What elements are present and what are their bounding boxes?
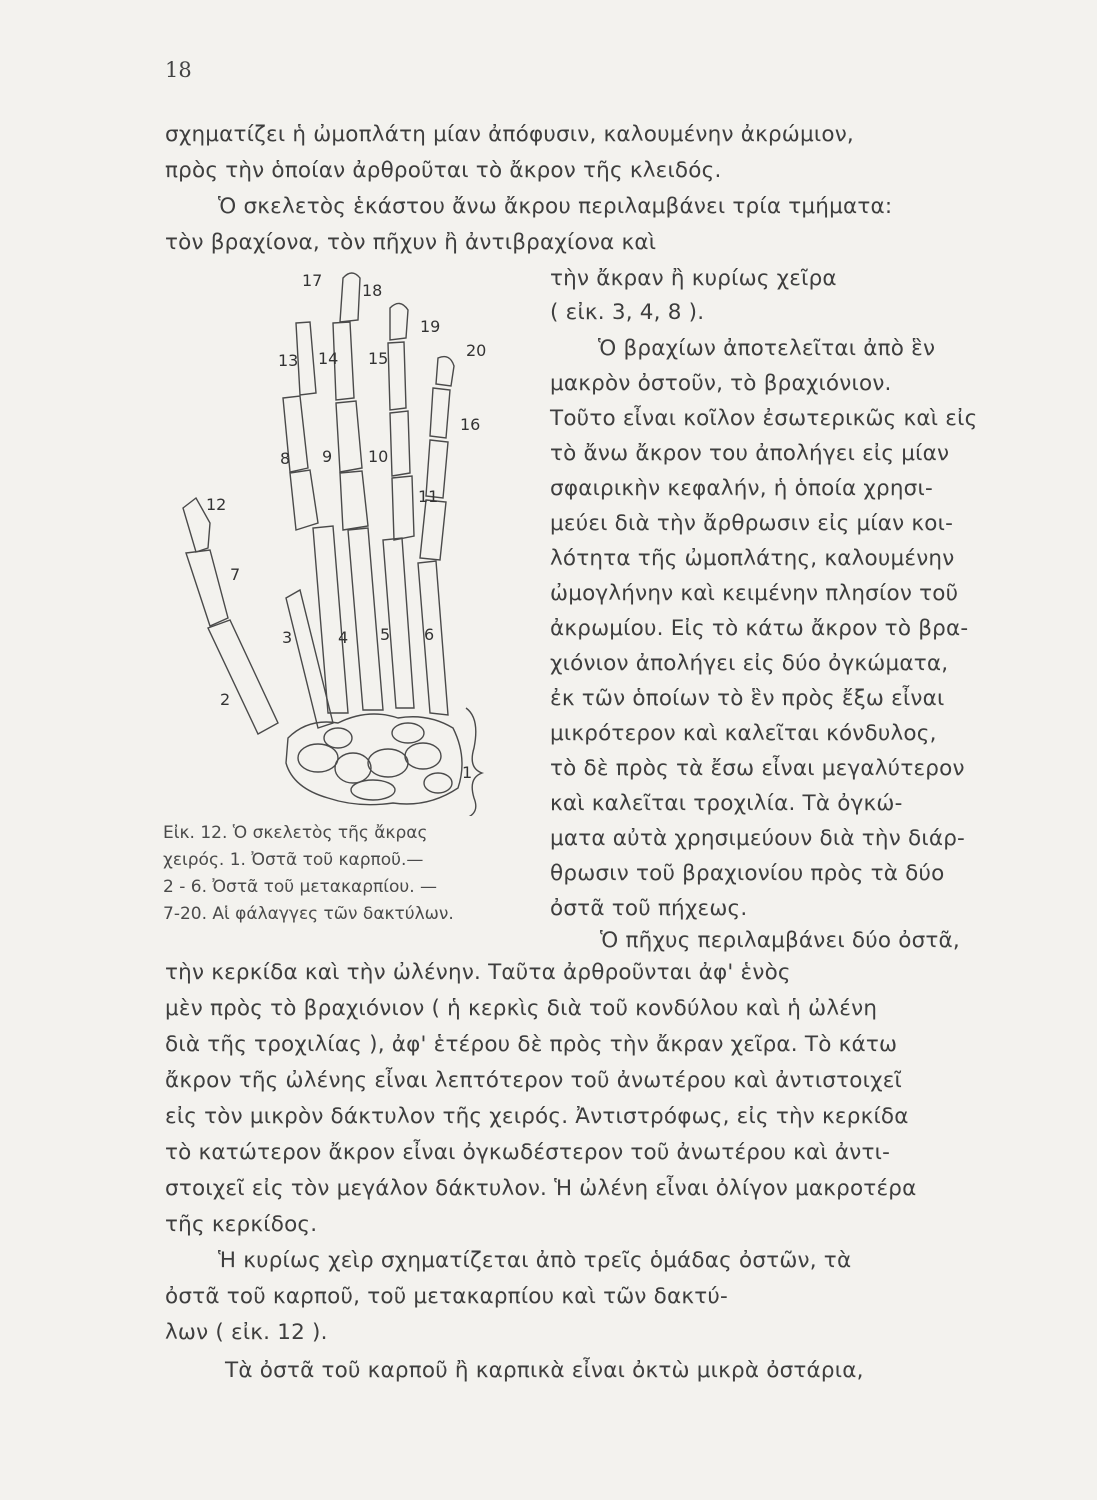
body-line: Ὁ σκελετὸς ἑκάστου ἄνω ἄκρου περιλαμβάνει τρία τμήματα:: [218, 194, 893, 219]
label-2: 2: [220, 690, 231, 709]
label-14: 14: [318, 349, 339, 368]
body-line: τὴν κερκίδα καὶ τὴν ὠλένην. Ταῦτα ἀρθροῦνται ἀφ' ἑνὸς: [165, 960, 791, 985]
body-line: Τοῦτο εἶναι κοῖλον ἐσωτερικῶς καὶ εἰς: [550, 406, 978, 431]
body-line: ὀστᾶ τοῦ καρποῦ, τοῦ μετακαρπίου καὶ τῶν δακτύ-: [165, 1284, 729, 1309]
body-line: ὠμογλήνην καὶ κειμένην πλησίον τοῦ: [550, 581, 959, 606]
body-line: λότητα τῆς ὠμοπλάτης, καλουμένην: [550, 546, 955, 571]
body-line: διὰ τῆς τροχιλίας ), ἀφ' ἑτέρου δὲ πρὸς τὴν ἄκραν χεῖρα. Τὸ κάτω: [165, 1032, 898, 1057]
body-line: σφαιρικὴν κεφαλήν, ἡ ὁποία χρησι-: [550, 476, 933, 501]
body-line: μακρὸν ὀστοῦν, τὸ βραχιόνιον.: [550, 371, 892, 396]
body-line: ἀκρωμίου. Εἰς τὸ κάτω ἄκρον τὸ βρα-: [550, 616, 969, 641]
label-12: 12: [206, 495, 227, 514]
label-11: 11: [418, 487, 439, 506]
label-20: 20: [466, 341, 487, 360]
label-1: 1: [462, 763, 473, 782]
label-8: 8: [280, 449, 291, 468]
label-15: 15: [368, 349, 389, 368]
body-line: Ὁ πῆχυς περιλαμβάνει δύο ὀστᾶ,: [600, 928, 960, 953]
body-line: τὴν ἄκραν ἢ κυρίως χεῖρα: [550, 266, 837, 291]
hand-skeleton-figure: [168, 268, 508, 816]
label-10: 10: [368, 447, 389, 466]
label-7: 7: [230, 565, 241, 584]
label-5: 5: [380, 625, 391, 644]
label-16: 16: [460, 415, 481, 434]
page-number: 18: [165, 58, 192, 82]
body-line: τὸ κατώτερον ἄκρον εἶναι ὀγκωδέστερον τοῦ ἀνωτέρου καὶ ἀντι-: [165, 1140, 891, 1165]
body-line: ἐκ τῶν ὁποίων τὸ ἓν πρὸς ἔξω εἶναι: [550, 686, 945, 711]
body-line: τὸ δὲ πρὸς τὰ ἔσω εἶναι μεγαλύτερον: [550, 756, 965, 781]
body-line: λων ( εἰκ. 12 ).: [165, 1320, 328, 1345]
label-3: 3: [282, 628, 293, 647]
body-line: πρὸς τὴν ὁποίαν ἀρθροῦται τὸ ἄκρον τῆς κλειδός.: [165, 158, 722, 183]
label-13: 13: [278, 351, 299, 370]
body-line: στοιχεῖ εἰς τὸν μεγάλον δάκτυλον. Ἡ ὠλένη εἶναι ὀλίγον μακροτέρα: [165, 1176, 917, 1201]
caption-line: 2 - 6. Ὀστᾶ τοῦ μετακαρπίου. —: [163, 877, 438, 897]
body-line: θρωσιν τοῦ βραχιονίου πρὸς τὰ δύο: [550, 861, 945, 886]
label-6: 6: [424, 625, 435, 644]
body-line: τὸν βραχίονα, τὸν πῆχυν ἢ ἀντιβραχίονα καὶ: [165, 230, 657, 255]
caption-line: χειρός. 1. Ὀστᾶ τοῦ καρποῦ.—: [163, 850, 424, 870]
body-line: χιόνιον ἀπολήγει εἰς δύο ὀγκώματα,: [550, 651, 949, 676]
body-line: τὸ ἄνω ἄκρον του ἀπολήγει εἰς μίαν: [550, 441, 950, 466]
body-line: ματα αὐτὰ χρησιμεύουν διὰ τὴν διάρ-: [550, 826, 965, 851]
body-line: τῆς κερκίδος.: [165, 1212, 318, 1237]
body-line: μὲν πρὸς τὸ βραχιόνιον ( ἡ κερκὶς διὰ τοῦ κονδύλου καὶ ἡ ὠλένη: [165, 996, 878, 1021]
label-17: 17: [302, 271, 323, 290]
body-line: ὀστᾶ τοῦ πήχεως.: [550, 896, 748, 921]
label-19: 19: [420, 317, 441, 336]
body-line: μικρότερον καὶ καλεῖται κόνδυλος,: [550, 721, 937, 746]
caption-line: 7-20. Αἱ φάλαγγες τῶν δακτύλων.: [163, 904, 454, 924]
body-line: καὶ καλεῖται τροχιλία. Τὰ ὀγκώ-: [550, 791, 903, 816]
body-line: σχηματίζει ἡ ὠμοπλάτη μίαν ἀπόφυσιν, καλουμένην ἀκρώμιον,: [165, 122, 854, 147]
body-line: Τὰ ὀστᾶ τοῦ καρποῦ ἢ καρπικὰ εἶναι ὀκτὼ μικρὰ ὀστάρια,: [225, 1358, 864, 1383]
caption-line: Εἰκ. 12. Ὁ σκελετὸς τῆς ἄκρας: [163, 823, 428, 843]
body-line: ( εἰκ. 3, 4, 8 ).: [550, 300, 705, 325]
body-line: ἄκρον τῆς ὠλένης εἶναι λεπτότερον τοῦ ἀνωτέρου καὶ ἀντιστοιχεῖ: [165, 1068, 903, 1093]
body-line: Ἡ κυρίως χεὶρ σχηματίζεται ἀπὸ τρεῖς ὁμάδας ὀστῶν, τὰ: [218, 1248, 852, 1273]
body-line: Ὁ βραχίων ἀποτελεῖται ἀπὸ ἓν: [598, 336, 936, 361]
figure-caption: [163, 820, 543, 928]
body-line: εἰς τὸν μικρὸν δάκτυλον τῆς χειρός. Ἀντιστρόφως, εἰς τὴν κερκίδα: [165, 1104, 909, 1129]
hand-skeleton-illustration: [168, 268, 508, 816]
body-line: μεύει διὰ τὴν ἄρθρωσιν εἰς μίαν κοι-: [550, 511, 954, 536]
label-9: 9: [322, 447, 333, 466]
label-4: 4: [338, 628, 349, 647]
label-18: 18: [362, 281, 383, 300]
